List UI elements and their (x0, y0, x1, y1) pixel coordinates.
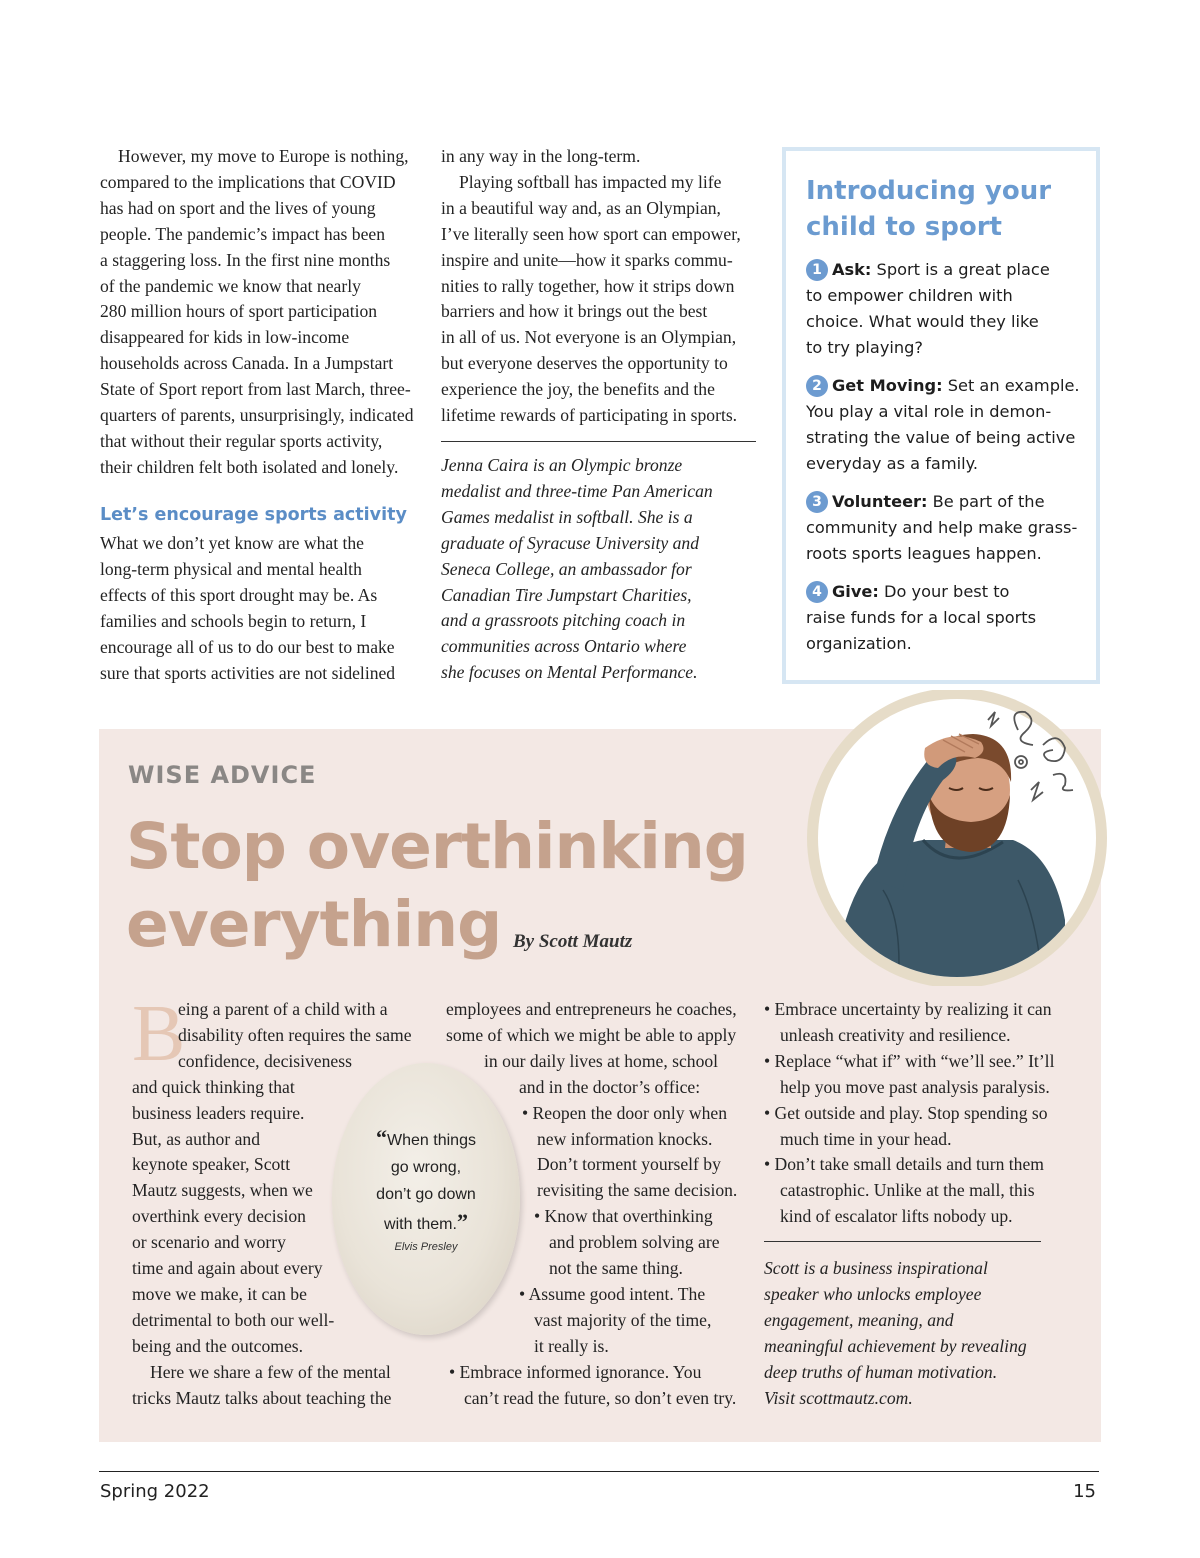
tip-text: to try playing? (806, 338, 924, 357)
tip-label: Give: (832, 582, 879, 601)
bullet-item: • Embrace informed ignorance. You (449, 1361, 702, 1382)
tip-item (806, 373, 1080, 477)
text-line: people. The pandemic’s impact has been (100, 223, 385, 244)
text-line: disability often requires the same (178, 1024, 412, 1045)
text-line: deep truths of human motivation. (764, 1361, 998, 1382)
text-line: Visit scottmautz.com. (764, 1387, 913, 1408)
tip-item (806, 579, 1076, 657)
text-line: their children felt both isolated and lonely. (100, 456, 399, 477)
tip-text: You play a vital role in demon- (806, 402, 1052, 421)
text-line: detrimental to both our well- (132, 1309, 335, 1330)
issue-label: Spring 2022 (100, 1481, 210, 1502)
text-line: new information knocks. (537, 1128, 713, 1149)
tip-text: raise funds for a local sports (806, 608, 1037, 627)
text-line: Games medalist in softball. She is a (441, 506, 693, 527)
tip-text: to empower children with (806, 286, 1013, 305)
quote-line: with them. (384, 1216, 457, 1233)
tip-text: everyday as a family. (806, 454, 979, 473)
text-line: in a beautiful way and, as an Olympian, (441, 197, 721, 218)
headline-line: Stop overthinking (126, 810, 748, 883)
text-line: medalist and three-time Pan American (441, 480, 713, 501)
text-line: inspire and unite—how it sparks commu- (441, 249, 733, 270)
tip-text: Do your best to (878, 582, 1010, 601)
text-line: unleash creativity and resilience. (780, 1024, 1011, 1045)
tip-label: Get Moving: (832, 376, 943, 395)
intro-column-1-continued (100, 531, 418, 686)
text-line: kind of escalator lifts nobody up. (780, 1206, 1013, 1227)
text-line: in all of us. Not everyone is an Olympian, (441, 327, 737, 348)
text-line: speaker who unlocks employee (764, 1283, 982, 1304)
text-line: revisiting the same decision. (537, 1180, 738, 1201)
text-line: nities to rally together, how it strips down (441, 275, 735, 296)
text-line: disappeared for kids in low-income (100, 327, 350, 348)
tip-number-badge: 4 (806, 581, 828, 603)
author-bio (764, 1256, 1074, 1411)
text-line: eing a parent of a child with a (178, 999, 388, 1019)
tip-text: roots sports leagues happen. (806, 544, 1042, 563)
text-line: Playing softball has impacted my life (459, 171, 722, 192)
text-line: in our daily lives at home, school (484, 1050, 719, 1071)
drop-cap: B (132, 990, 186, 1078)
close-quote-mark: ” (456, 1209, 468, 1234)
text-line: sure that sports activities are not sidelined (100, 662, 396, 683)
tip-number-badge: 1 (806, 259, 828, 281)
author-bio (441, 453, 757, 686)
tip-text: choice. What would they like (806, 312, 1039, 331)
bullet-item: • Know that overthinking (534, 1206, 713, 1227)
tip-label: Volunteer: (832, 492, 928, 511)
text-line: But, as author and (132, 1128, 261, 1149)
text-line: engagement, meaning, and (764, 1309, 954, 1330)
bullet-item: • Get outside and play. Stop spending so (764, 1102, 1048, 1123)
intro-column-1 (100, 144, 418, 481)
text-line: much time in your head. (780, 1128, 952, 1149)
bullet-item: • Don’t take small details and turn them (764, 1154, 1044, 1175)
text-line: in any way in the long-term. (441, 146, 641, 166)
tip-item (806, 489, 1076, 567)
text-line: has had on sport and the lives of young (100, 197, 376, 218)
headline-line: everything (126, 888, 502, 961)
quote-line: don’t go down (376, 1186, 476, 1203)
text-line: households across Canada. In a Jumpstart (100, 353, 394, 374)
text-line: families and schools begin to return, I (100, 610, 367, 631)
sidebar-title-line: Introducing your (806, 176, 1052, 206)
text-line: can’t read the future, so don’t even try. (464, 1387, 737, 1408)
text-line: However, my move to Europe is nothing, (118, 146, 409, 166)
text-line: and quick thinking that (132, 1076, 295, 1097)
text-line: it really is. (534, 1335, 609, 1356)
text-line: or scenario and worry (132, 1232, 286, 1253)
section-subheading: Let’s encourage sports activity (100, 505, 407, 525)
text-line: quarters of parents, unsurprisingly, indicated (100, 405, 414, 426)
text-line: she focuses on Mental Performance. (441, 662, 698, 683)
text-line: confidence, decisiveness (178, 1050, 352, 1071)
article-byline: By Scott Mautz (513, 931, 633, 952)
bullet-item: • Embrace uncertainty by realizing it can (764, 999, 1052, 1019)
text-line: encourage all of us to do our best to make (100, 636, 395, 657)
text-line: 280 million hours of sport participation (100, 301, 378, 322)
text-line: being and the outcomes. (132, 1335, 304, 1356)
tip-text: organization. (806, 634, 912, 653)
tip-text: community and help make grass- (806, 518, 1078, 537)
text-line: I’ve literally seen how sport can empower, (441, 223, 741, 244)
text-line: overthink every decision (132, 1206, 306, 1227)
text-line: Canadian Tire Jumpstart Charities, (441, 584, 692, 605)
tip-number-badge: 3 (806, 491, 828, 513)
text-line: Mautz suggests, when we (132, 1180, 313, 1201)
text-line: tricks Mautz talks about teaching the (132, 1387, 392, 1408)
text-line: compared to the implications that COVID (100, 171, 396, 192)
intro-column-2 (441, 144, 757, 429)
quote-line: When things (387, 1132, 476, 1149)
tip-text: Be part of the (927, 492, 1045, 511)
text-line: experience the joy, the benefits and the (441, 379, 715, 400)
text-line: Here we share a few of the mental (150, 1361, 391, 1382)
bullet-item: • Reopen the door only when (522, 1102, 728, 1123)
text-line: What we don’t yet know are what the (100, 533, 364, 553)
text-line: that without their regular sports activity, (100, 430, 383, 451)
bio-divider (764, 1241, 1041, 1242)
stressed-man-illustration (803, 690, 1111, 986)
article-column-3 (764, 997, 1074, 1230)
tip-text: Set an example. (942, 376, 1080, 395)
text-line: effects of this sport drought may be. As (100, 584, 378, 605)
text-line: and a grassroots pitching coach in (441, 610, 686, 631)
sidebar-tips-box (782, 147, 1100, 684)
tip-text: strating the value of being active (806, 428, 1076, 447)
text-line: lifetime rewards of participating in sports. (441, 405, 738, 426)
text-line: keynote speaker, Scott (132, 1154, 291, 1175)
article-headline (126, 808, 748, 964)
text-line: business leaders require. (132, 1102, 305, 1123)
text-line: long-term physical and mental health (100, 558, 362, 579)
open-quote-mark: “ (376, 1125, 388, 1150)
text-line: communities across Ontario where (441, 636, 687, 657)
section-kicker: WISE ADVICE (128, 761, 317, 789)
text-line: Don’t torment yourself by (537, 1154, 721, 1175)
text-line: but everyone deserves the opportunity to (441, 353, 728, 374)
text-line: graduate of Syracuse University and (441, 532, 699, 553)
text-line: time and again about every (132, 1258, 323, 1279)
text-line: State of Sport report from last March, three- (100, 379, 411, 400)
text-line: help you move past analysis paralysis. (780, 1076, 1050, 1097)
text-line: vast majority of the time, (534, 1309, 712, 1330)
tip-text: Sport is a great place (871, 260, 1050, 279)
page-number: 15 (1073, 1481, 1096, 1502)
text-line: meaningful achievement by revealing (764, 1335, 1027, 1356)
text-line: and problem solving are (549, 1232, 720, 1253)
text-line: of the pandemic we know that nearly (100, 275, 361, 296)
text-line: some of which we might be able to apply (446, 1024, 737, 1045)
bullet-item: • Assume good intent. The (519, 1283, 706, 1304)
sidebar-title-line: child to sport (806, 212, 1002, 242)
quote-attribution: Elvis Presley (394, 1241, 458, 1253)
bullet-item: • Replace “what if” with “we’ll see.” It’ll (764, 1050, 1055, 1071)
footer-divider (99, 1471, 1099, 1472)
tip-label: Ask: (832, 260, 872, 279)
text-line: move we make, it can be (132, 1283, 307, 1304)
text-line: employees and entrepreneurs he coaches, (446, 999, 737, 1019)
text-line: and in the doctor’s office: (519, 1076, 701, 1097)
tip-number-badge: 2 (806, 375, 828, 397)
text-line: Scott is a business inspirational (764, 1258, 988, 1278)
text-line: Jenna Caira is an Olympic bronze (441, 455, 683, 475)
text-line: not the same thing. (549, 1258, 683, 1279)
text-line: barriers and how it brings out the best (441, 301, 708, 322)
bio-divider (441, 441, 756, 442)
article-column-2 (446, 997, 746, 1412)
text-line: Seneca College, an ambassador for (441, 558, 692, 579)
quote-line: go wrong, (390, 1159, 462, 1176)
sidebar-title (806, 173, 1076, 245)
text-line: a staggering loss. In the first nine months (100, 249, 391, 270)
tip-item (806, 257, 1076, 361)
text-line: catastrophic. Unlike at the mall, this (780, 1180, 1035, 1201)
